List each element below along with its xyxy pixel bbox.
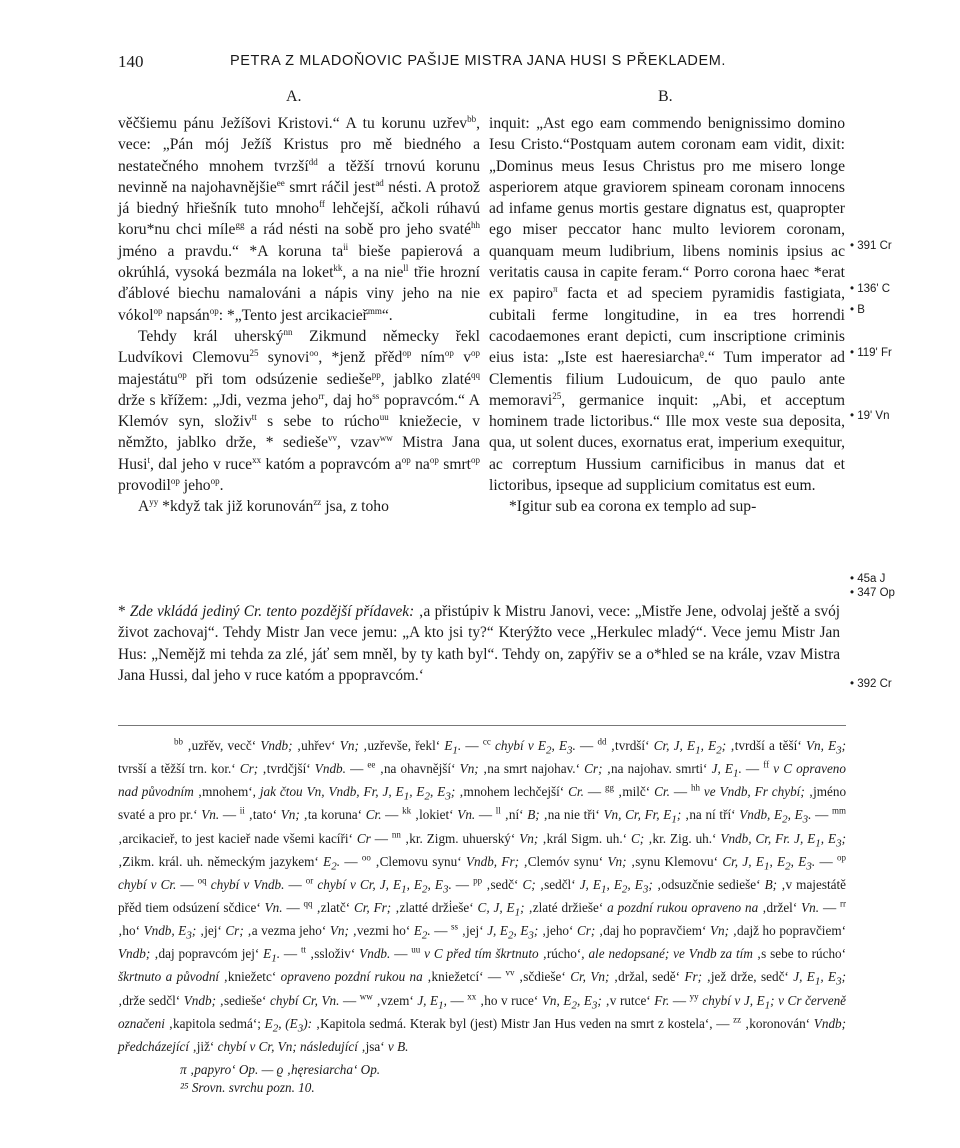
margin-note: • B — [850, 304, 865, 316]
column-a-paragraph-3: $A^{yy}$ *když tak již korunován$^{zz}$ jsa, z toho — [138, 497, 389, 516]
reference-footnote: ²⁵ Srovn. svrchu pozn. 10. — [180, 1079, 315, 1095]
column-b-paragraph-2: *Igitur sub ea corona ex templo ad sup- — [509, 498, 757, 516]
inserted-passage-note — [118, 601, 840, 686]
margin-note: • 45a J — [850, 573, 886, 585]
column-a-paragraph-1: věčšiemu pánu Ježíšovi Kristovi.“ A tu korunu uzřev$^{bb}$, vece: „Pán mój Ježíš Kristus pro mě biedného a nestatečného mnohem tvrzší$^{dd}$ a těžší trnovú korunu nevinně na najohavnějšie$^{ee}$ smrt ráčil jest$^{ad}$ nésti. A protož já biedný hřiešník tuto mnoho$^{ff}$ lehčejší, ačkoli rúhavú koru*nu chci míle$^{gg}$ a rád nésti na sobě pro jeho svaté$^{hh}$ jméno a pravdu.“ *A koruna $ta^{ii}$ bieše papierová a okrúhlá, vysoká bezmála na loket$^{kk}$, a na nie$^{ll}$ třie hrozní ďáblové biechu namalováni a nápis viny jeho na nie vókol$^{op}$ napsán$^{op}$: *„Tento jest arcikacieř$^{mm}$“. — [118, 113, 481, 324]
margin-note: • 136' C — [850, 283, 891, 295]
column-b-paragraph-1: inquit: „Ast ego eam commendo benignissimo domino Iesu Cristo.“Postquam autem coronam eam vidit, dixit: „Dominus meus Iesus Christus pro me misero longe asperiorem atque graviorem spineam coronam innocens ad infame genus mortis gestare dignatus est, quapropter ego miser peccator hanc multo leviorem coronam, quanquam meum ludibrium, libens nominis ipsius ac veritatis causa in capite feram.“ Porro corona haec *erat ex papiro$^\pi$ facta et ad speciem pyramidis fastigiata, cubitali ferme longitudine, in ea tres horrendi cacodaemones erant depicti, cum inscriptione criminis eius ista: „Iste est haeresiarcha$^ϱ$.“ Tum imperator ad Clementis filium Ludouicum, de quo paulo ante memoravi$^{25}$, germanice inquit: „Abi, et acceptum hominem trade lictoribus.“ Ille mox veste sua deposita, qua, ut solent duces, exornatus erat, imperium exequitur, ac correptum Hussium carnificibus in manus dat et lictoribus, ipseque ad supplicium comitatus est eum. — [489, 115, 845, 495]
column-b-label: B. — [658, 88, 673, 105]
running-title: PETRA Z MLADOŇOVIC PAŠIJE MISTRA JANA HUSI S PŘEKLADEM. — [230, 53, 727, 69]
column-a — [118, 113, 480, 518]
margin-note: • 119' Fr — [850, 347, 892, 359]
column-b — [489, 113, 845, 518]
footnote-divider — [118, 725, 846, 726]
latin-footnotes — [180, 1061, 820, 1096]
column-a-label: A. — [286, 88, 302, 105]
apparatus-text: $^{bb}$ ‚uzřěv, vecč‘ Vndb; ‚uhřev‘ Vn; ‚uzřevše, řekl‘ $E_1$. — $^{cc}$ chybí v $E_2$, $E_3$. — $^{dd}$ ‚tvrdší‘ Cr, J, $E_1$, $E_2$; ‚tvrdší a těší‘ Vn, $E_3$; tvrsší a těžší trn. kor.‘ Cr; ‚tvrdčjší‘ Vndb. — $^{ee}$ ‚na ohavnější‘ Vn; ‚na smrt najohav.‘ Cr; ‚na najohav. smrti‘ J, $E_1$. — $^{ff}$ v C opraveno nad původním ‚mnohem‘, jak čtou Vn, Vndb, Fr, J, $E_1$, $E_2$, $E_3$; ‚mnohem lechčejší‘ Cr. — $^{gg}$ ‚milč‘ Cr. — $^{hh}$ ve Vndb, Fr chybí; ‚jméno svaté a pro pr.‘ Vn. — $^{ii}$ ‚tato‘ Vn; ‚ta koruna‘ Cr. — $^{kk}$ ‚lokiet‘ Vn. — $^{ll}$ ‚ní‘ B; ‚na nie tři‘ Vn, Cr, Fr, $E_1$; ‚na ní tří‘ Vndb, $E_2$, $E_3$. — $^{mm}$ ‚arcikacieř, to jest kacieř nade všemi kacíři‘ Cr — $^{nn}$ ‚kr. Zigm. uhuerský‘ Vn; ‚král Sigm. uh.‘ C; ‚kr. Zig. uh.‘ Vndb, Cr, Fr. J, $E_1$, $E_3$; ‚Zikm. král. uh. německým jazykem‘ $E_2$. — $^{oo}$ ‚Clemovu synu‘ Vndb, Fr; ‚Clemóv synu‘ Vn; ‚synu Klemovu‘ Cr, J, $E_1$, $E_2$, $E_3$. — $^{op}$ chybí v Cr. — $^{oq}$ chybí v Vndb. — $^{or}$ chybí v Cr, J, $E_1$, $E_2$, $E_3$. — $^{pp}$ ‚sedč‘ C; ‚sedčl‘ J, $E_1$, $E_2$, $E_3$; ‚odsuzčnie sedieše‘ B; ‚v majestátě přěd tiem odsúzení sčdice‘ Vn. — $^{qq}$ ‚zlatč‘ Cr, Fr; ‚zlatté drži̇eše‘ C, J, $E_1$; ‚zlaté držieše‘ a pozdní rukou opraveno na ‚držel‘ Vn. — $^{rr}$ ‚ho‘ Vndb, $E_3$; ‚jej‘ Cr; ‚a vezma jeho‘ Vn; ‚vezmi ho‘ $E_2$. — $^{ss}$ ‚jej‘ J, $E_2$, $E_3$; ‚jeho‘ Cr; ‚daj ho popravčiem‘ Vn; ‚dajž ho popravčiem‘ Vndb; ‚daj popravcóm jej‘ $E_1$. — $^{tt}$ ‚ssloživ‘ Vndb. — $^{uu}$ v C před tím škrtnuto ‚rúcho‘, ale nedopsané; ve Vndb za tím ‚s sebe to rúcho‘ škrtnuto a původní ‚kniežetc‘ opraveno pozdní rukou na ‚kniežetcí‘ — $^{vv}$ ‚sčdieše‘ Cr, Vn; ‚držal, sedě‘ Fr; ‚jež drže, sedč‘ J, $E_1$, $E_3$; ‚drže sedčl‘ Vndb; ‚sedieše‘ chybí Cr, Vn. — $^{ww}$ ‚vzem‘ J, $E_1$, — $^{xx}$ ‚ho v ruce‘ Vn, $E_2$, $E_3$; ‚v rutce‘ Fr. — $^{yy}$ chybí v J, $E_1$; v Cr červeně označeni ‚kapitola sedmá‘; $E_2$, $(E_3)$: ‚Kapitola sedmá. Kterak byl (jest) Mistr Jan Hus veden na smrt z kostela‘, — $^{zz}$ ‚koronován‘ Vndb; předcházející ‚již‘ chybí v Cr, Vn; následující ‚jsa‘ v B. — [118, 736, 847, 1054]
page-number: 140 — [118, 52, 144, 71]
critical-apparatus — [118, 737, 846, 1055]
inserted-passage-text: * Zde vkládá jediný Cr. tento pozdější přídavek: ‚a přistúpiv k Mistru Janovi, vece: „Mistře Jene, odvolaj ještě a svój život zachovaj“. Tehdy Mistr Jan vece jemu: „A kto jsi ty?“ Kterýžto vece „Herkulec mladý“. Vece jemu Mistr Jan Hus: „Nemějž mi tehda za zlé, jáť sem mněl, by ty kath byl“. Tehdy on, zapýřiv se a o*hled se na krále, vzav Mistra Jana Hussi, dal jeho v ruce katóm a ppopravcóm.‘ — [118, 603, 840, 684]
page-header — [118, 52, 878, 76]
margin-note: • 391 Cr — [850, 240, 892, 252]
column-a-paragraph-2: Tehdy král uherský$^{nn}$ Zikmund německy řekl Ludvíkovi Clemovu$^{25}$ synovi$^{oo}$, *jenž přěd$^{op}$ ním$^{op}$ $v^{op}$ majestátu$^{op}$ při tom odsúzenie sedieše$^{pp}$, jablko zlaté$^{qq}$ drže s křížem: „Jdi, vezma jeho$^{rr}$, daj $ho^{ss}$ popravcóm.“ A Klemóv syn, složiv$^{tt}$ s sebe to rúcho$^{uu}$ kniežecie, v němžto, jablko drže, * sedieše$^{vv}$, vzav$^{ww}$ Mistra Jana Husi$^t$, dal jeho v ruce$^{xx}$ katóm a popravcóm $a^{op}$ $na^{op}$ smrt$^{op}$ provodil$^{op}$ jeho$^{op}$. — [118, 326, 480, 495]
latin-footnote: π ‚papyro‘ Op. — ϱ ‚hęresiarcha‘ Op. — [180, 1062, 381, 1077]
margin-note: • 19' Vn — [850, 410, 890, 422]
margin-note: • 347 Op — [850, 587, 895, 599]
margin-note: • 392 Cr — [850, 678, 892, 690]
